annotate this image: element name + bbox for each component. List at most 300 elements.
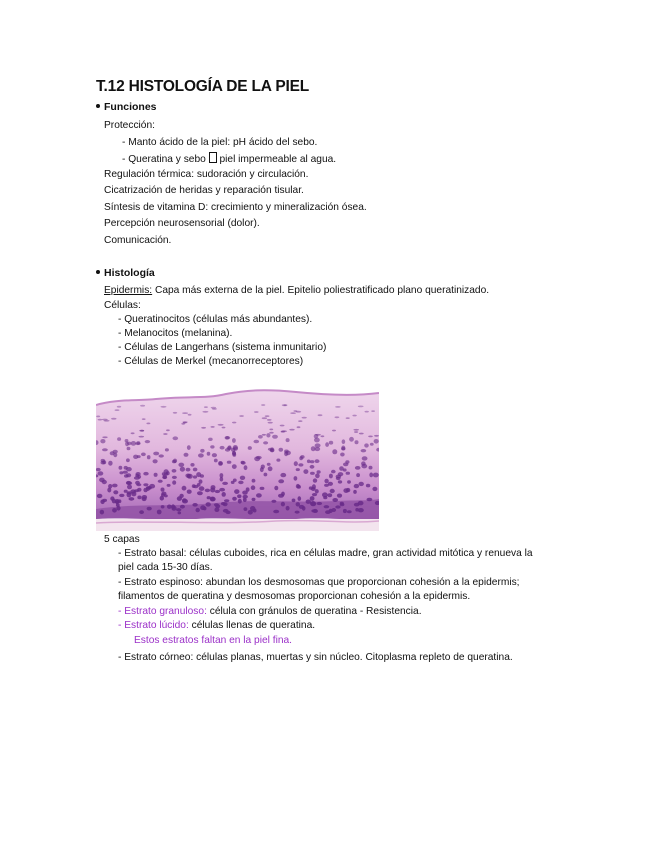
cell-nucleus <box>265 415 270 417</box>
cell-nucleus <box>134 476 140 480</box>
granuloso-label: - Estrato granuloso: <box>118 606 207 617</box>
capas-label: 5 capas <box>104 534 140 545</box>
cell-nucleus <box>222 427 226 429</box>
cell-nucleus <box>182 412 188 414</box>
cell-nucleus <box>219 462 223 466</box>
missing-arrow-glyph <box>209 152 217 163</box>
cell-nucleus <box>347 510 352 513</box>
cell-nucleus <box>193 475 197 478</box>
cell-nucleus <box>310 472 315 475</box>
cell-nucleus <box>119 471 123 474</box>
cell-nucleus <box>336 477 341 480</box>
cell-nucleus <box>296 484 300 489</box>
cell-nucleus <box>108 461 112 466</box>
comunicacion: Comunicación. <box>104 235 172 246</box>
celula-item: - Células de Merkel (mecanorreceptores) <box>118 356 304 367</box>
cell-nucleus <box>260 487 265 490</box>
cell-nucleus <box>147 507 152 511</box>
cell-nucleus <box>262 434 266 436</box>
cell-nucleus <box>200 449 204 453</box>
cell-nucleus <box>161 488 165 492</box>
section-heading-histologia <box>96 267 155 279</box>
cell-nucleus <box>218 424 224 426</box>
cell-nucleus <box>187 445 191 450</box>
cell-nucleus <box>290 412 296 414</box>
cell-nucleus <box>178 463 184 467</box>
cell-nucleus <box>238 481 243 485</box>
cell-nucleus <box>254 411 259 413</box>
cell-nucleus <box>354 431 358 433</box>
epidermis-definition <box>104 284 489 298</box>
cell-nucleus <box>126 458 130 462</box>
cell-nucleus <box>192 503 197 507</box>
celula-item: - Queratinocitos (células más abundantes). <box>118 314 313 325</box>
cell-nucleus <box>160 496 164 501</box>
cell-nucleus <box>172 460 176 463</box>
cell-nucleus <box>163 433 167 435</box>
cell-nucleus <box>196 508 200 512</box>
cell-nucleus <box>297 426 301 428</box>
cell-nucleus <box>359 433 364 435</box>
cell-nucleus <box>172 480 176 484</box>
epidermis-micrograph <box>96 369 379 531</box>
cell-nucleus <box>303 469 308 474</box>
cell-nucleus <box>310 496 315 501</box>
cell-nucleus <box>131 432 135 434</box>
cell-nucleus <box>145 440 150 443</box>
cell-nucleus <box>314 438 320 443</box>
cell-nucleus <box>332 430 336 432</box>
cell-nucleus <box>180 467 185 472</box>
cell-nucleus <box>220 446 225 450</box>
cell-nucleus <box>310 502 316 506</box>
cell-nucleus <box>315 459 320 463</box>
cell-nucleus <box>146 423 150 425</box>
cell-nucleus <box>193 468 198 472</box>
cell-nucleus <box>330 489 335 493</box>
estrato-basal-line1: - Estrato basal: células cuboides, rica en células madre, gran actividad mitótica y renueva la <box>118 548 533 559</box>
cell-nucleus <box>280 473 286 477</box>
cell-nucleus <box>153 452 159 456</box>
cell-nucleus <box>299 505 305 509</box>
queratina-prefix: - Queratina y sebo <box>122 154 209 165</box>
cell-nucleus <box>353 429 359 431</box>
cell-nucleus <box>220 477 224 482</box>
cell-nucleus <box>224 499 229 502</box>
cell-nucleus <box>123 471 128 474</box>
regulacion-termica: Regulación térmica: sudoración y circulación. <box>104 169 309 180</box>
cell-nucleus <box>112 484 118 488</box>
cell-nucleus <box>278 494 284 498</box>
cell-nucleus <box>258 435 263 439</box>
cell-nucleus <box>154 473 158 477</box>
cell-nucleus <box>306 500 311 504</box>
cell-nucleus <box>137 488 141 492</box>
cell-nucleus <box>222 492 226 497</box>
cell-nucleus <box>158 480 163 483</box>
celula-item: - Células de Langerhans (sistema inmunitario) <box>118 342 327 353</box>
cell-nucleus <box>312 493 317 496</box>
queratina-suffix: piel impermeable al agua. <box>216 154 337 165</box>
cell-nucleus <box>205 489 210 493</box>
piel-fina-note: Estos estratos faltan en la piel fina. <box>134 635 292 646</box>
cell-nucleus <box>361 461 366 465</box>
cell-nucleus <box>296 468 300 471</box>
cell-nucleus <box>127 492 132 497</box>
cell-nucleus <box>263 441 268 444</box>
cell-nucleus <box>161 505 165 508</box>
cell-nucleus <box>231 481 235 484</box>
cell-nucleus <box>315 473 320 478</box>
cell-nucleus <box>335 416 340 418</box>
dermis-strip <box>96 519 379 531</box>
cell-nucleus <box>358 406 364 408</box>
cell-nucleus <box>356 473 360 477</box>
cell-nucleus <box>142 495 147 499</box>
cell-nucleus <box>113 490 118 494</box>
cell-nucleus <box>115 409 120 411</box>
cell-nucleus <box>115 500 119 504</box>
lucido-label: - Estrato lúcido: <box>118 620 189 631</box>
cell-nucleus <box>289 429 294 431</box>
cell-nucleus <box>240 476 245 480</box>
cell-nucleus <box>197 483 201 487</box>
cell-nucleus <box>341 447 345 450</box>
cell-nucleus <box>119 466 123 470</box>
cell-nucleus <box>318 414 323 416</box>
cell-nucleus <box>252 479 256 483</box>
cell-nucleus <box>147 455 151 459</box>
epidermis-text: Capa más externa de la piel. Epitelio poliestratificado plano queratinizado. <box>152 285 490 296</box>
cell-nucleus <box>137 455 141 458</box>
cell-nucleus <box>302 417 307 419</box>
cell-nucleus <box>296 411 302 413</box>
cell-nucleus <box>317 470 321 473</box>
cell-nucleus <box>284 450 289 453</box>
cell-nucleus <box>254 440 260 444</box>
cell-nucleus <box>254 456 260 461</box>
cell-nucleus <box>279 448 284 452</box>
cell-nucleus <box>173 412 177 414</box>
celulas-label: Células: <box>104 300 141 311</box>
cell-nucleus <box>327 493 332 497</box>
cell-nucleus <box>370 443 374 446</box>
cell-nucleus <box>335 505 340 508</box>
cell-nucleus <box>260 467 264 472</box>
cell-nucleus <box>368 436 373 438</box>
cell-nucleus <box>329 474 333 479</box>
cell-nucleus <box>214 503 219 506</box>
cell-nucleus <box>126 467 132 471</box>
cell-nucleus <box>139 510 144 514</box>
cell-nucleus <box>140 405 145 407</box>
cell-nucleus <box>226 511 231 514</box>
cell-nucleus <box>143 483 148 486</box>
cell-nucleus <box>210 445 214 448</box>
cell-nucleus <box>242 491 248 495</box>
cell-nucleus <box>232 451 236 456</box>
cell-nucleus <box>202 411 208 413</box>
cell-nucleus <box>343 488 348 493</box>
cell-nucleus <box>143 472 148 476</box>
cell-nucleus <box>261 404 265 406</box>
cell-nucleus <box>273 510 279 514</box>
cell-nucleus <box>178 511 182 514</box>
cell-nucleus <box>268 422 273 424</box>
cell-nucleus <box>278 479 284 483</box>
cell-nucleus <box>180 505 185 509</box>
percepcion-neurosensorial: Percepción neurosensorial (dolor). <box>104 218 260 229</box>
cell-nucleus <box>248 446 252 450</box>
cell-nucleus <box>207 452 211 456</box>
cell-nucleus <box>164 494 168 497</box>
cell-nucleus <box>184 453 189 457</box>
cell-nucleus <box>372 487 377 491</box>
cell-nucleus <box>171 504 175 509</box>
cell-nucleus <box>294 461 298 466</box>
cell-nucleus <box>298 496 302 501</box>
cell-nucleus <box>298 463 303 466</box>
cell-nucleus <box>166 429 170 431</box>
cell-nucleus <box>267 419 272 421</box>
proteccion-label: Protección: <box>104 120 155 131</box>
cell-nucleus <box>317 502 323 505</box>
cell-nucleus <box>237 494 241 498</box>
cell-nucleus <box>342 439 346 444</box>
cell-nucleus <box>251 485 256 490</box>
cell-nucleus <box>298 420 302 422</box>
cell-nucleus <box>227 461 232 464</box>
sintesis-vitamina-d: Síntesis de vitamina D: crecimiento y mineralización ósea. <box>104 202 367 213</box>
cell-nucleus <box>281 502 285 507</box>
cell-nucleus <box>153 459 158 463</box>
cell-nucleus <box>211 485 216 490</box>
cell-nucleus <box>280 425 285 427</box>
cell-nucleus <box>98 419 103 421</box>
cell-nucleus <box>177 496 182 501</box>
cell-nucleus <box>365 411 369 413</box>
cell-nucleus <box>267 463 271 466</box>
cell-nucleus <box>310 465 315 469</box>
cell-nucleus <box>252 498 256 501</box>
cell-nucleus <box>324 505 330 508</box>
cell-nucleus <box>239 415 244 417</box>
bullet-icon <box>96 270 100 274</box>
cell-nucleus <box>343 463 348 467</box>
cell-nucleus <box>244 465 248 470</box>
cell-nucleus <box>314 447 320 451</box>
cell-nucleus <box>208 438 213 441</box>
cell-nucleus <box>129 497 135 501</box>
cell-nucleus <box>117 406 121 408</box>
cell-nucleus <box>187 474 193 479</box>
cell-nucleus <box>268 466 273 471</box>
cell-nucleus <box>358 508 364 512</box>
cell-nucleus <box>338 472 344 476</box>
cell-nucleus <box>111 418 116 420</box>
cell-nucleus <box>300 455 304 459</box>
manto-acido-item: - Manto ácido de la piel: pH ácido del sebo. <box>122 137 318 148</box>
cell-nucleus <box>271 500 276 503</box>
cell-nucleus <box>167 505 172 509</box>
cell-nucleus <box>361 449 367 452</box>
cell-nucleus <box>244 507 248 511</box>
cell-nucleus <box>321 435 325 437</box>
cell-nucleus <box>374 435 379 437</box>
cell-nucleus <box>186 468 191 472</box>
cell-nucleus <box>137 496 141 500</box>
cell-nucleus <box>201 427 206 429</box>
cell-nucleus <box>130 489 136 493</box>
cell-nucleus <box>181 423 185 425</box>
cell-nucleus <box>369 466 373 470</box>
cell-nucleus <box>359 482 364 486</box>
cicatrizacion: Cicatrización de heridas y reparación tisular. <box>104 185 304 196</box>
cell-nucleus <box>232 422 236 424</box>
cell-nucleus <box>328 482 333 486</box>
estrato-espinoso-line2: filamentos de queratina y desmosomas proporcionan cohesión a la epidermis. <box>118 591 471 602</box>
cell-nucleus <box>268 448 274 451</box>
cell-nucleus <box>286 438 290 442</box>
cell-nucleus <box>183 421 188 423</box>
cell-nucleus <box>96 416 100 418</box>
cell-nucleus <box>232 497 237 501</box>
cell-nucleus <box>113 450 118 454</box>
celula-item: - Melanocitos (melanina). <box>118 328 233 339</box>
cell-nucleus <box>324 479 328 484</box>
cell-nucleus <box>325 510 331 514</box>
cell-nucleus <box>371 410 375 412</box>
bullet-icon <box>96 104 100 108</box>
cell-nucleus <box>221 502 226 505</box>
lucido-text: células llenas de queratina. <box>188 620 316 631</box>
queratina-sebo-item <box>122 152 336 167</box>
cell-nucleus <box>214 459 218 463</box>
cell-nucleus <box>104 420 110 422</box>
cell-nucleus <box>266 433 270 437</box>
cell-nucleus <box>340 453 345 457</box>
cell-nucleus <box>262 417 267 419</box>
estrato-corneo: - Estrato córneo: células planas, muertas y sin núcleo. Citoplasma repleto de queratina. <box>118 652 513 663</box>
cell-nucleus <box>108 484 112 489</box>
cell-nucleus <box>142 418 146 420</box>
cell-nucleus <box>157 510 162 515</box>
cell-nucleus <box>329 441 333 445</box>
cell-nucleus <box>211 426 215 428</box>
cell-nucleus <box>332 498 338 502</box>
cell-nucleus <box>172 469 177 473</box>
cell-nucleus <box>307 460 311 464</box>
cell-nucleus <box>164 469 169 474</box>
cell-nucleus <box>135 442 140 445</box>
cell-nucleus <box>102 448 108 451</box>
cell-nucleus <box>243 495 248 499</box>
cell-nucleus <box>102 499 107 502</box>
cell-nucleus <box>232 464 237 469</box>
cell-nucleus <box>347 480 351 483</box>
cell-nucleus <box>325 442 329 447</box>
cell-nucleus <box>310 460 314 463</box>
cell-nucleus <box>198 453 204 457</box>
cell-nucleus <box>187 490 192 494</box>
cell-nucleus <box>190 463 194 467</box>
cell-nucleus <box>292 499 296 503</box>
cell-nucleus <box>367 498 373 501</box>
estrato-lucido <box>118 619 315 633</box>
cell-nucleus <box>338 480 342 483</box>
cell-nucleus <box>294 476 298 481</box>
cell-nucleus <box>161 406 167 408</box>
cell-nucleus <box>355 440 359 444</box>
cell-nucleus <box>102 460 106 464</box>
estrato-granuloso <box>118 605 422 619</box>
cell-nucleus <box>272 435 278 439</box>
cell-nucleus <box>331 470 336 474</box>
cell-nucleus <box>206 502 211 506</box>
cell-nucleus <box>97 494 103 498</box>
cell-nucleus <box>203 507 207 511</box>
page-title: T.12 HISTOLOGÍA DE LA PIEL <box>96 78 309 95</box>
cell-nucleus <box>197 491 203 495</box>
cell-nucleus <box>281 430 287 432</box>
cell-nucleus <box>332 449 337 454</box>
cell-nucleus <box>182 486 187 491</box>
cell-nucleus <box>204 406 208 408</box>
cell-nucleus <box>286 506 290 511</box>
cell-nucleus <box>222 482 228 485</box>
cell-nucleus <box>241 461 246 465</box>
cell-nucleus <box>313 478 317 482</box>
cell-nucleus <box>182 499 188 504</box>
cell-nucleus <box>165 448 169 451</box>
cell-nucleus <box>269 432 273 434</box>
cell-nucleus <box>269 429 273 431</box>
cell-nucleus <box>127 485 132 490</box>
cell-nucleus <box>373 473 379 478</box>
cell-nucleus <box>349 437 354 442</box>
cell-nucleus <box>274 486 278 491</box>
cell-nucleus <box>256 493 262 497</box>
cell-nucleus <box>232 438 236 443</box>
cell-nucleus <box>346 472 350 475</box>
cell-nucleus <box>354 484 359 488</box>
cell-nucleus <box>374 439 379 444</box>
cell-nucleus <box>340 502 344 505</box>
cell-nucleus <box>125 442 129 447</box>
cell-nucleus <box>228 445 232 449</box>
cell-nucleus <box>117 437 121 441</box>
cell-nucleus <box>112 508 117 513</box>
cell-nucleus <box>215 490 220 493</box>
cell-nucleus <box>225 436 230 439</box>
cell-nucleus <box>188 414 192 416</box>
cell-nucleus <box>172 476 177 479</box>
cell-nucleus <box>207 496 211 499</box>
cell-nucleus <box>136 483 141 486</box>
cell-nucleus <box>343 509 347 513</box>
cell-nucleus <box>127 447 131 451</box>
cell-nucleus <box>102 480 107 484</box>
cell-nucleus <box>366 484 370 488</box>
cell-nucleus <box>219 488 225 492</box>
cell-nucleus <box>343 468 347 471</box>
cell-nucleus <box>149 484 155 489</box>
section-heading-funciones <box>96 101 157 113</box>
cell-nucleus <box>313 510 317 513</box>
cell-nucleus <box>233 446 238 450</box>
cell-nucleus <box>212 453 217 457</box>
histologia-heading-text: Histología <box>104 267 155 279</box>
